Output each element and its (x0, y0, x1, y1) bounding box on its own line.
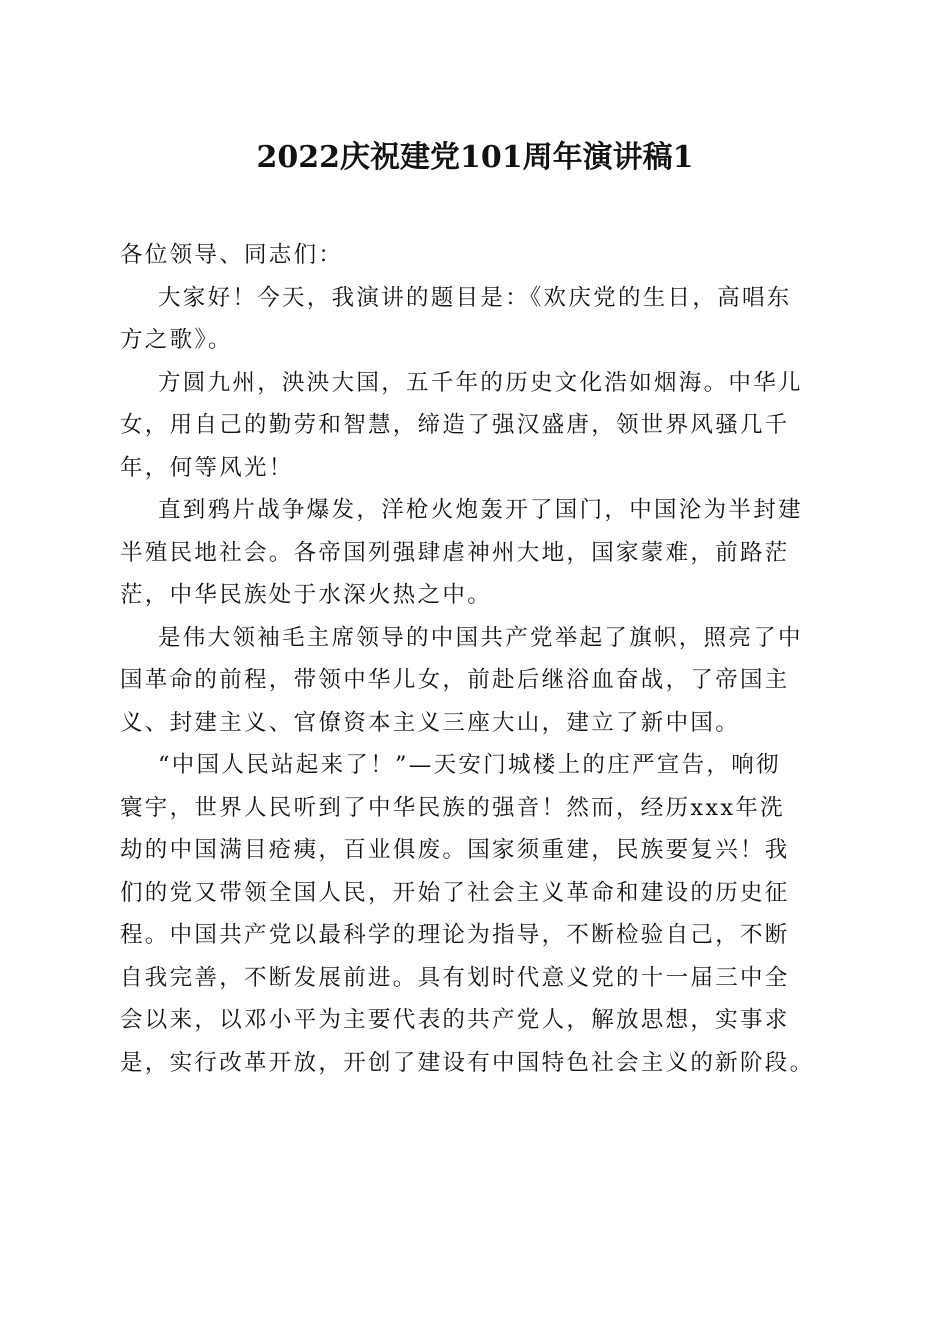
paragraph-1 (120, 277, 830, 362)
paragraph-line: 直到鸦片战争爆发，洋枪火炮轰开了国门，中国沦为半封建 (158, 497, 803, 523)
paragraph-line: 大家好！今天，我演讲的题目是：《欢庆党的生日，高唱东 (158, 284, 792, 311)
paragraph-line: 们的党又带领全国人民，开始了社会主义革命和建设的历史征 (120, 879, 790, 906)
paragraph-line: 是，实行改革开放，开创了建设有中国特色社会主义的新阶段。 (120, 1049, 815, 1076)
paragraph-4 (120, 617, 830, 745)
document-body (120, 234, 830, 1084)
paragraph-line: “中国人民站起来了！”—天安门城楼上的庄严宣告，响彻 (158, 752, 781, 778)
paragraph-line: 半殖民地社会。各帝国列强肆虐神州大地，国家蒙难，前路茫 (120, 539, 790, 566)
paragraph-5 (120, 744, 830, 1084)
paragraph-line: 女，用自己的勤劳和智慧，缔造了强汉盛唐，领世界风骚几千 (120, 412, 790, 438)
paragraph-line: 劫的中国满目疮痍，百业俱废。国家须重建，民族要复兴！我 (120, 837, 790, 863)
paragraph-line: 方之歌》。 (120, 327, 233, 353)
document-title: 2022庆祝建党101周年演讲稿1 (256, 140, 694, 175)
paragraph-line: 国革命的前程，带领中华儿女，前赴后继浴血奋战，了帝国主 (120, 667, 790, 693)
salutation: 各位领导、同志们： (120, 242, 344, 268)
paragraph-3 (120, 489, 830, 617)
paragraph-line: 程。中国共产党以最科学的理论为指导，不断检验自己，不断 (120, 922, 790, 948)
paragraph-line: 方圆九州，泱泱大国，五千年的历史文化浩如烟海。中华儿 (158, 369, 803, 396)
paragraph-line: 会以来，以邓小平为主要代表的共产党人，解放思想，实事求 (120, 1007, 790, 1033)
paragraph-line: 是伟大领袖毛主席领导的中国共产党举起了旗帜，照亮了中 (158, 624, 803, 651)
paragraph-line: 义、封建主义、官僚资本主义三座大山，建立了新中国。 (120, 709, 741, 736)
paragraph-line: 茫，中华民族处于水深火热之中。 (120, 582, 493, 608)
paragraph-line: 自我完善，不断发展前进。具有划时代意义党的十一届三中全 (120, 964, 790, 991)
paragraph-2 (120, 362, 830, 490)
paragraph-line: 年，何等风光！ (120, 454, 294, 481)
paragraph-line: 寰宇，世界人民听到了中华民族的强音！然而，经历xxx年洗 (120, 794, 785, 821)
